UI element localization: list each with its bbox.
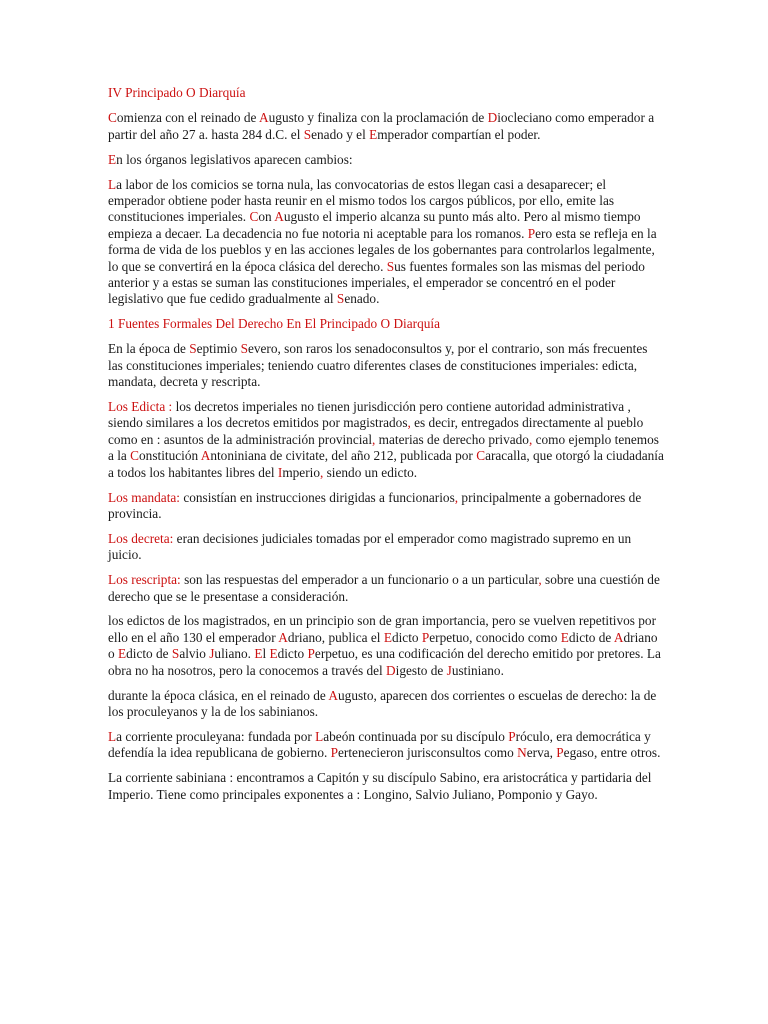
text-run: ugusto, aparecen dos corrientes o escuelas de derecho: la de los proculeyanos y la de los sabinianos. <box>108 687 657 719</box>
text-run: aracalla, que otorgó la ciudadanía a todos los habitantes libres del <box>108 448 664 480</box>
text-run: eptimio <box>196 341 241 357</box>
red-text-run: S <box>336 291 345 307</box>
paragraph-decreta <box>108 531 664 564</box>
red-text-run: J <box>209 646 215 662</box>
section-title: IV Principado O Diarquía <box>108 85 246 100</box>
red-text-run: C <box>130 448 140 464</box>
red-text-run: P <box>556 745 564 761</box>
red-text-run: C <box>108 110 117 126</box>
text-run: uliano. <box>214 646 255 662</box>
red-text-run: Los decreta: <box>108 530 174 546</box>
text-run: dicto de <box>126 646 172 662</box>
text-run: on <box>258 209 275 225</box>
text-run: mperio <box>282 464 320 480</box>
document-body <box>108 85 664 812</box>
text-run: egaso, entre otros. <box>563 745 661 761</box>
red-text-run: A <box>278 629 288 645</box>
red-text-run: C <box>476 448 486 464</box>
paragraph-intro <box>108 110 664 143</box>
paragraph-durante <box>108 688 664 721</box>
paragraph-epoca <box>108 341 664 390</box>
red-text-run: L <box>108 176 117 192</box>
text-run: los decretos imperiales no tienen jurisdicción pero contiene autoridad administrativa , siendo similares a los decretos emitidos por magistrados <box>108 399 631 431</box>
red-text-run: P <box>508 728 516 744</box>
text-run: La corriente sabiniana : encontramos a Capitón y su discípulo Sabino, era aristocrática y partidaria del Imperio. Tiene como principales exponentes a : Longino, Salvio Juliano, Pomponio y Gayo. <box>108 770 652 802</box>
text-run: l <box>262 646 270 662</box>
text-run: materias de derecho privado <box>375 431 529 447</box>
text-run: evero, son raros los senadoconsultos y, por el contrario, son más frecuentes las constituciones imperiales; teniendo cuatro diferentes clases de constituciones imperiales: edicta, mandata, decreta y rescripta. <box>108 341 648 390</box>
red-text-run: Los Edicta : <box>108 399 176 414</box>
red-text-run: A <box>200 448 211 464</box>
red-text-run: C <box>249 209 259 225</box>
paragraph-edicta <box>108 399 664 481</box>
text-run: es decir, entregados directamente al pueblo como en : asuntos de la administración provincial <box>108 415 644 447</box>
text-run: driano o <box>108 629 658 662</box>
text-run: En la época de <box>108 341 190 357</box>
text-run: erpetuo, es una codificación del derecho emitido por pretores. La obra no ha nosotros, pero la conocemos a través del <box>108 646 661 678</box>
section-heading-fuentes: 1 Fuentes Formales Del Derecho En El Principado O Diarquía <box>108 316 440 332</box>
paragraph-mandata <box>108 490 664 523</box>
red-text-run: S <box>171 646 180 662</box>
red-text-run: P <box>421 629 430 645</box>
red-text-run: , <box>319 464 324 480</box>
red-text-run: A <box>259 110 269 126</box>
text-run: ugusto y finaliza con la proclamación de <box>268 110 488 126</box>
red-text-run: E <box>369 126 378 142</box>
text-run: enado y el <box>311 126 370 142</box>
red-text-run: P <box>307 646 315 662</box>
text-run: n los órganos legislativos aparecen cambios: <box>116 151 353 167</box>
red-text-run: A <box>613 629 624 645</box>
red-text-run: E <box>108 151 117 167</box>
red-text-run: N <box>517 745 527 761</box>
red-text-run: S <box>386 258 395 274</box>
red-text-run: Los mandata: <box>108 489 181 505</box>
text-run: como ejemplo tenemos a la <box>108 431 659 464</box>
text-run: erpetuo, conocido como <box>429 629 561 645</box>
red-text-run: L <box>108 728 117 744</box>
text-run: dicto <box>277 646 308 662</box>
text-run: mperador compartían el poder. <box>377 126 541 142</box>
text-run: durante la época clásica, en el reinado de <box>108 687 329 703</box>
red-text-run: E <box>117 646 127 662</box>
text-run: dicto <box>391 629 422 645</box>
text-run: a corriente proculeyana: fundada por <box>116 728 316 744</box>
text-run: róculo, era democrática y defendía la idea republicana de gobierno. <box>108 728 651 761</box>
text-run: onstitución <box>139 448 201 464</box>
red-text-run: A <box>328 687 339 703</box>
text-run: sobre una cuestión de derecho que se le presentase a consideración. <box>108 572 660 604</box>
red-text-run: S <box>240 341 248 357</box>
red-text-run: L <box>315 728 324 744</box>
text-run: ero esta se refleja en la forma de vida de los pueblos y en las acciones legales de los gobernantes para controlarlos legalmente, lo que se convertirá en la época clásica del derecho. <box>108 225 657 274</box>
text-run: iocleciano como emperador a partir del año 27 a. hasta 284 d.C. el <box>108 110 655 142</box>
text-run: son las respuestas del emperador a un funcionario o a un particular <box>180 572 539 588</box>
paragraph-organos <box>108 152 664 168</box>
red-text-run: A <box>274 209 284 225</box>
text-run: us fuentes formales son las mismas del periodo anterior y a estas se suman las constituciones imperiales, el emperador se concentró en el poder legislativo que fue cedido gradualmente al <box>108 258 645 307</box>
paragraph-rescripta <box>108 572 664 605</box>
paragraph-edictos <box>108 613 664 679</box>
red-text-run: D <box>386 662 396 678</box>
text-run: enado. <box>344 291 380 307</box>
red-text-run: , <box>454 489 459 505</box>
red-text-run: Los rescripta: <box>108 572 181 588</box>
red-text-run: , <box>407 415 411 431</box>
red-text-run: E <box>560 629 569 645</box>
text-run: alvio <box>179 646 210 662</box>
text-run: consistían en instrucciones dirigidas a funcionarios <box>180 489 455 505</box>
red-text-run: S <box>303 126 312 142</box>
text-run: abeón continuada por su discípulo <box>323 728 509 744</box>
paragraph-sabiniana <box>108 770 664 803</box>
red-text-run: P <box>330 745 339 761</box>
text-run: ertenecieron jurisconsultos como <box>338 745 518 761</box>
red-text-run: , <box>538 572 542 588</box>
red-text-run: D <box>487 110 498 126</box>
red-text-run: P <box>527 225 536 241</box>
red-text-run: E <box>254 646 263 662</box>
paragraph-proculeyana <box>108 729 664 762</box>
text-run: igesto de <box>395 662 447 678</box>
text-run: erva, <box>526 745 557 761</box>
text-run: a labor de los comicios se torna nula, las convocatorias de estos llegan casi a desaparecer; el emperador obtiene poder hasta reunir en el mismo todos los cargos públicos, por ello, emite las constituciones imperiales. <box>108 176 615 225</box>
text-run: ugusto el imperio alcanza su punto más alto. Pero al mismo tiempo empieza a decaer. La decadencia no fue notoria ni aceptable para los romanos. <box>108 209 641 241</box>
text-run: driano, publica el <box>287 629 384 645</box>
text-run: eran decisiones judiciales tomadas por el emperador como magistrado supremo en un juicio. <box>108 530 632 563</box>
red-text-run: I <box>277 464 283 480</box>
red-text-run: E <box>269 646 278 662</box>
text-run: siendo un edicto. <box>323 464 418 480</box>
paragraph-labor <box>108 177 664 308</box>
red-text-run: S <box>189 341 197 357</box>
text-run: omienza con el reinado de <box>116 110 260 126</box>
text-run: ntoniniana de civitate, del año 212, publicada por <box>210 448 477 464</box>
red-text-run: , <box>372 431 376 447</box>
red-text-run: E <box>383 629 392 645</box>
text-run: ustiniano. <box>451 662 504 678</box>
red-text-run: J <box>446 662 452 678</box>
text-run: dicto de <box>568 629 614 645</box>
text-run: los edictos de los magistrados, en un principio son de gran importancia, pero se vuelven repetitivos por ello en el año 130 el emperador <box>108 613 656 645</box>
text-run: principalmente a gobernadores de provincia. <box>108 489 642 521</box>
red-text-run: , <box>528 431 533 447</box>
